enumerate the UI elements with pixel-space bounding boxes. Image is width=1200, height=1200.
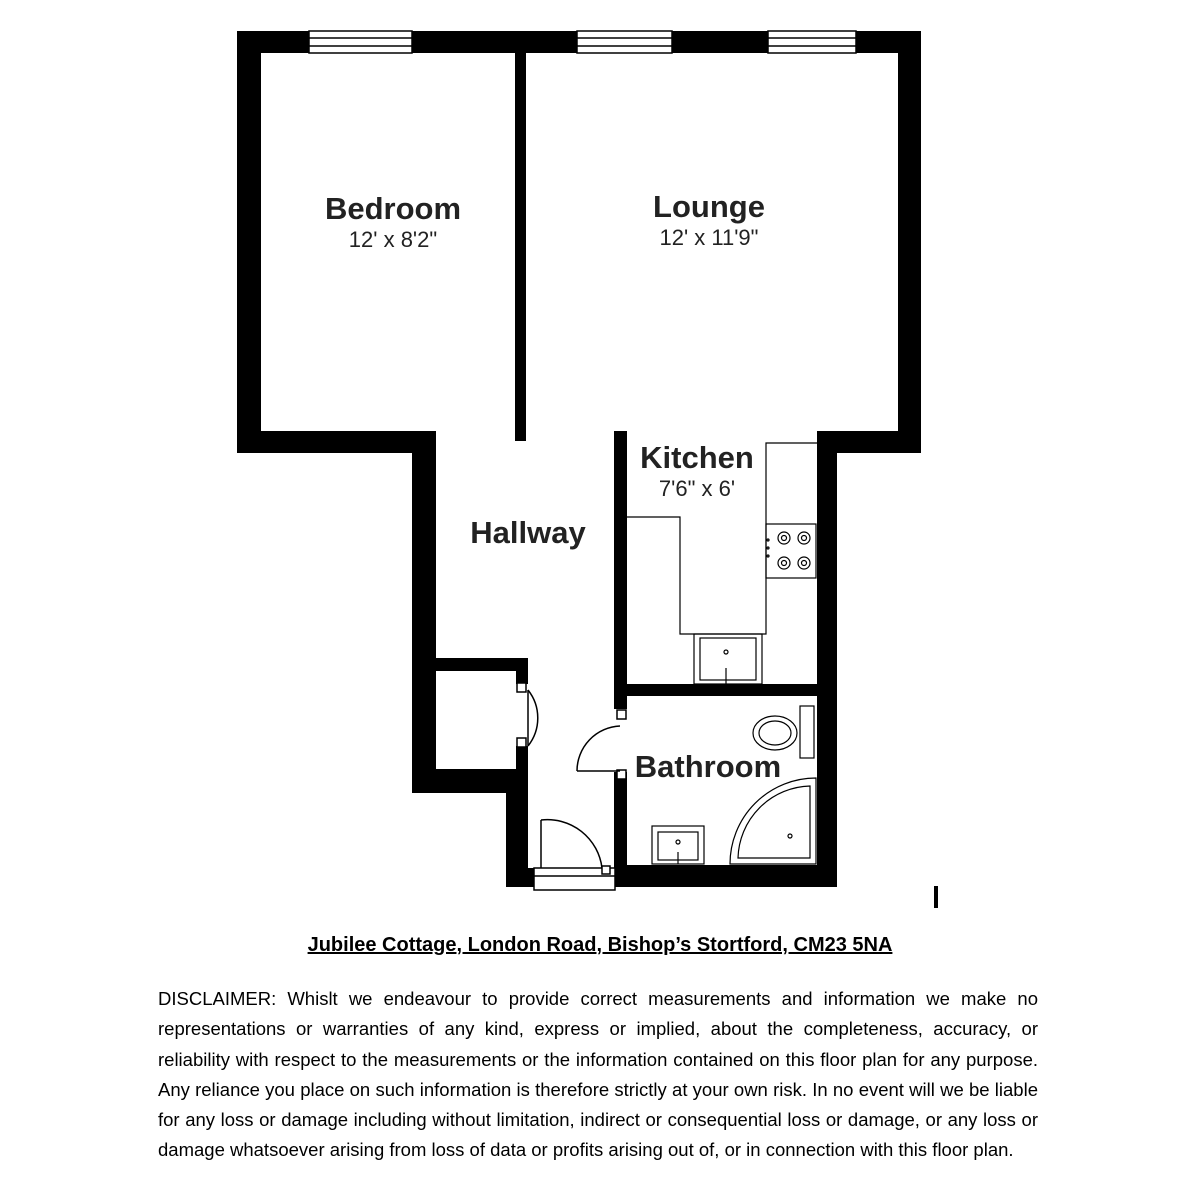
front-door	[534, 820, 615, 890]
window-lounge-left	[577, 31, 672, 53]
cursor-mark	[934, 886, 938, 908]
bathroom-basin	[652, 826, 704, 864]
kitchen-dims: 7'6" x 6'	[658, 476, 736, 501]
lounge-label: Lounge	[653, 189, 765, 224]
bathroom-label: Bathroom	[634, 749, 782, 784]
kitchen-label: Kitchen	[640, 440, 754, 475]
bedroom-label: Bedroom	[324, 191, 462, 226]
bathroom-door	[577, 710, 626, 779]
window-lounge-right	[768, 31, 856, 53]
bedroom-dims: 12' x 8'2"	[348, 227, 438, 252]
hob	[766, 524, 816, 578]
bathroom-fittings	[652, 706, 816, 864]
kitchen-sink	[694, 634, 762, 684]
shower	[730, 778, 816, 864]
disclaimer-text: DISCLAIMER: Whislt we endeavour to provide correct measurements and information we make no representations or warranties of any kind, express or implied, about the completeness, accuracy, or reliability with respect to the measurements or the information contained on this floor plan for any purpose. Any reliance you place on such information is therefore strictly at your own risk. In no event will we be liable for any loss or damage including without limitation, indirect or consequential loss or damage, or any loss or damage whatsoever arising from loss of data or profits arising out of, or in connection with this floor plan.	[158, 988, 1038, 1161]
windows	[309, 31, 856, 53]
property-address: Jubilee Cottage, London Road, Bishop’s Stortford, CM23 5NA	[307, 934, 893, 956]
hallway-label: Hallway	[470, 515, 586, 550]
cupboard-door	[517, 683, 538, 747]
lounge-dims: 12' x 11'9"	[659, 225, 759, 250]
window-bedroom	[309, 31, 412, 53]
